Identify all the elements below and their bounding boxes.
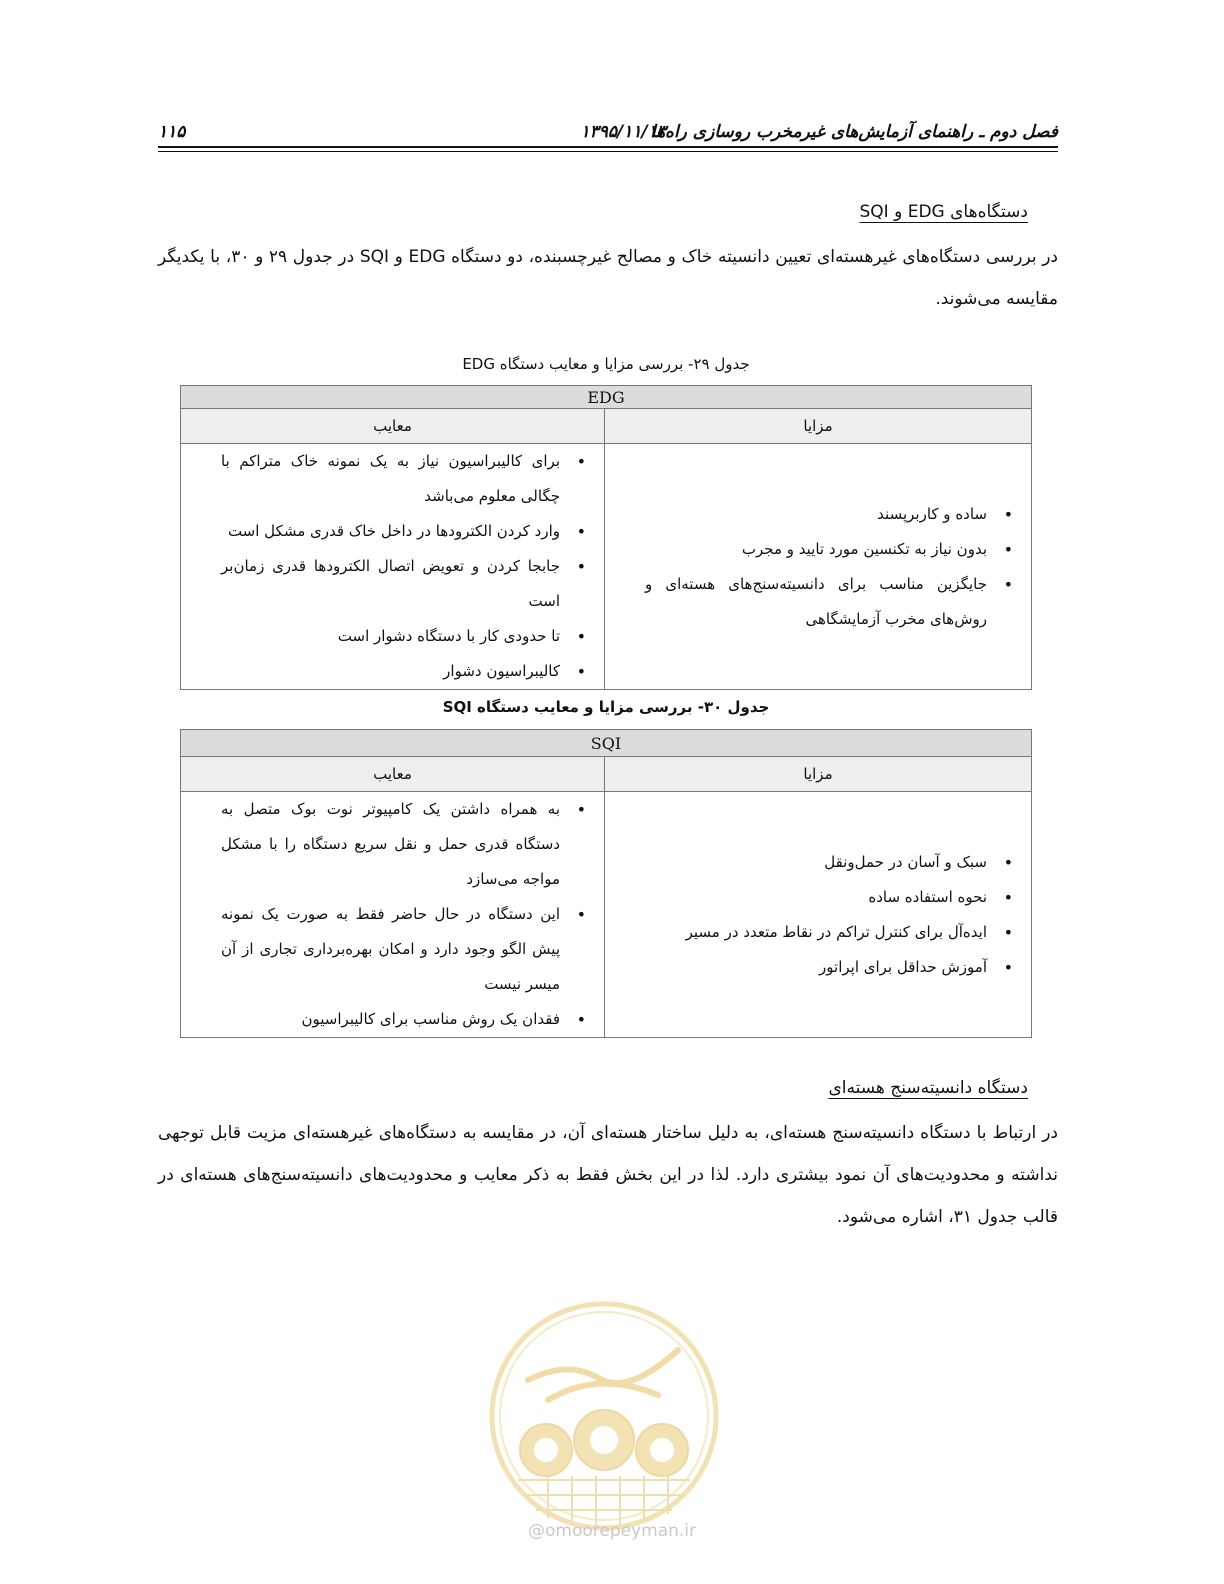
table-30-col-disadvantages: معایب [181,757,605,792]
list-item: • به همراه داشتن یک کامپیوتر نوت بوک متصل به دستگاه قدری حمل و نقل سریع دستگاه را با مشکل مواجه می‌سازد [221,792,590,897]
list-item: • نحوه استفاده ساده [645,880,1017,915]
table-29-disadvantages-cell [181,444,605,690]
list-item: • وارد کردن الکترودها در داخل خاک قدری مشکل است [221,514,590,549]
table-29-advantages-cell [605,444,1032,690]
table-30-disadvantages-cell [181,792,605,1038]
table-30-advantages-cell [605,792,1032,1038]
list-item: • سبک و آسان در حمل‌ونقل [645,845,1017,880]
list-item: • جابجا کردن و تعویض اتصال الکترودها قدری زمان‌بر است [221,549,590,619]
header-rule [158,146,1058,148]
section-heading-edg-sqi: دستگاه‌های EDG و SQI [859,202,1028,222]
table-29-caption: جدول ۲۹- بررسی مزایا و معایب دستگاه EDG [462,355,750,373]
list-item: • آموزش حداقل برای اپراتور [645,950,1017,985]
list-item: • فقدان یک روش مناسب برای کالیبراسیون [221,1002,590,1037]
table-30-title: SQI [181,730,1032,757]
table-30 [180,729,1032,1038]
page-number: ۱۱۵ [158,122,186,142]
list-item: • تا حدودی کار با دستگاه دشوار است [221,619,590,654]
list-item: • برای کالیبراسیون نیاز به یک نمونه خاک متراکم با چگالی معلوم می‌باشد [221,444,590,514]
watermark-logo [488,1300,720,1532]
chapter-title: فصل دوم ـ راهنمای آزمایش‌های غیرمخرب روسازی راه‌ها [650,122,1058,142]
table-30-disadvantages-list [181,792,604,1037]
table-29-title: EDG [181,386,1032,409]
table-29-col-disadvantages: معایب [181,409,605,444]
table-30-advantages-list [605,845,1031,985]
list-item: • ایده‌آل برای کنترل تراکم در نقاط متعدد در مسیر [645,915,1017,950]
page-header [158,118,1058,152]
list-item: • این دستگاه در حال حاضر فقط به صورت یک نمونه پیش الگو وجود دارد و امکان بهره‌برداری تجاری از آن میسر نیست [221,897,590,1002]
header-rule-thin [158,151,1058,152]
table-29-col-advantages: مزایا [605,409,1032,444]
list-item: • جایگزین مناسب برای دانسیته‌سنج‌های هسته‌ای و روش‌های مخرب آزمایشگاهی [645,567,1017,637]
section-paragraph-nuclear: در ارتباط با دستگاه دانسیته‌سنج هسته‌ای، به دلیل ساختار هسته‌ای آن، در مقایسه به دستگاه‌های غیرهسته‌ای مزیت قابل توجهی نداشته و محدودیت‌های آن نمود بیشتری دارد. لذا در این بخش فقط به ذکر معایب و محدودیت‌های دانسیته‌سنج‌های هسته‌ای در قالب جدول ۳۱، اشاره می‌شود. [158,1123,1058,1227]
table-30-caption: جدول ۳۰- بررسی مزایا و معایب دستگاه SQI [442,698,770,716]
list-item: • ساده و کاربرپسند [645,497,1017,532]
list-item: • کالیبراسیون دشوار [221,654,590,689]
section-paragraph-edg-sqi: در بررسی دستگاه‌های غیرهسته‌ای تعیین دانسیته خاک و مصالح غیرچسبنده، دو دستگاه EDG و SQI در جدول ۲۹ و ۳۰، با یکدیگر مقایسه می‌شوند. [158,247,1058,309]
list-item: • بدون نیاز به تکنسین مورد تایید و مجرب [645,532,1017,567]
table-29-disadvantages-list [181,444,604,689]
watermark-site: @omoorepeyman.ir [527,1521,697,1541]
table-30-col-advantages: مزایا [605,757,1032,792]
table-29 [180,385,1032,690]
section-heading-nuclear: دستگاه دانسیته‌سنج هسته‌ای [828,1078,1028,1098]
header-date: ۱۳۹۵/۱۱/۱۳ [580,122,666,142]
table-29-advantages-list [605,497,1031,637]
